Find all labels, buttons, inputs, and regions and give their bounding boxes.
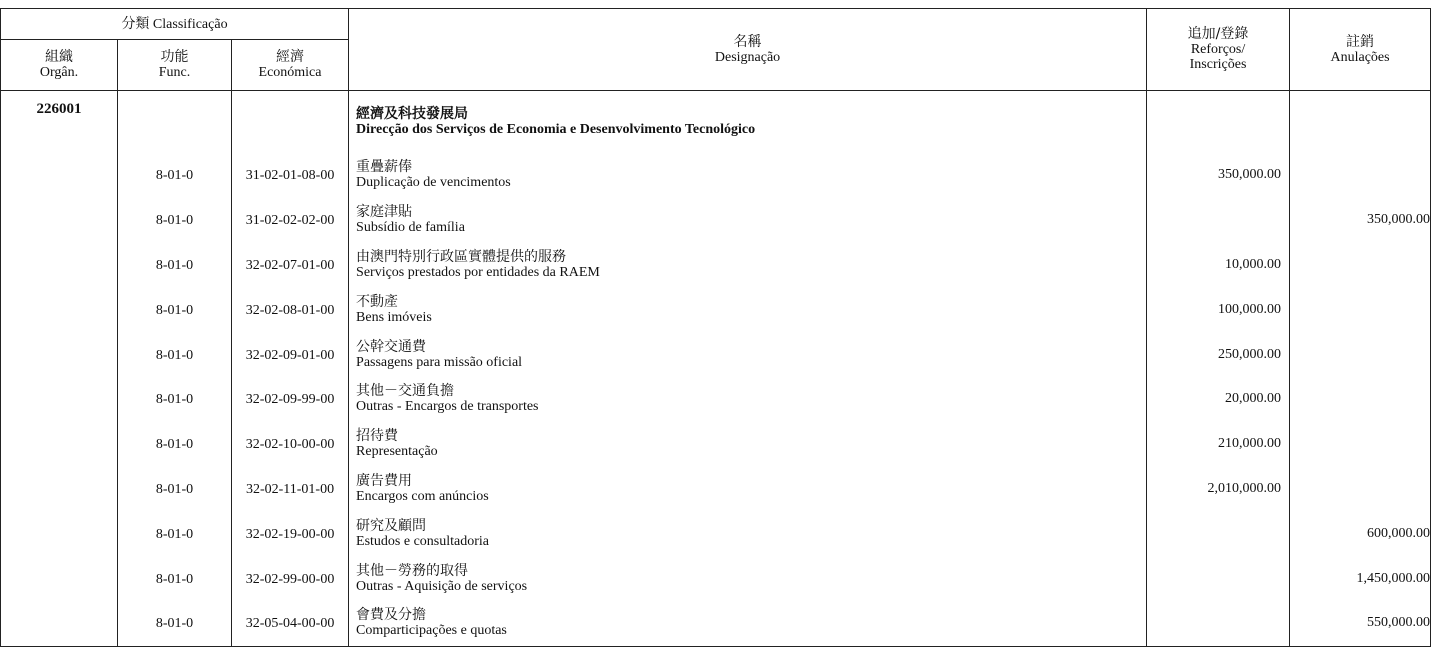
entity-org-code: 226001 [1, 91, 118, 154]
entity-econ-cell [232, 91, 349, 154]
reforco-amount: 10,000.00 [1147, 243, 1290, 288]
org-cell [1, 287, 118, 332]
designation-zh: 會費及分擔 [356, 607, 427, 624]
entity-reforco-cell [1147, 91, 1290, 154]
anulacao-amount: 600,000.00 [1290, 511, 1431, 556]
header-reforcos-pt2: Inscrições [1189, 57, 1247, 72]
econ-code [232, 556, 349, 601]
entity-name [349, 91, 1147, 154]
header-classification: 分類 Classificação [1, 9, 349, 40]
header-reforcos [1147, 9, 1290, 91]
header-funcional-zh: 功能 [160, 49, 189, 65]
table-row [1, 377, 1431, 422]
reforco-amount: 250,000.00 [1147, 332, 1290, 377]
table-row [1, 198, 1431, 243]
func-code-text: 8-01-0 [155, 571, 194, 587]
table-row [1, 467, 1431, 512]
org-cell [1, 198, 118, 243]
reforco-amount: 2,010,000.00 [1147, 467, 1290, 512]
reforco-amount: 100,000.00 [1147, 287, 1290, 332]
func-code-text: 8-01-0 [155, 257, 194, 273]
designation-pt: Outras - Aquisição de serviços [356, 578, 528, 594]
econ-code-text: 32-02-08-01-00 [245, 302, 335, 318]
designation-pt: Estudos e consultadoria [356, 533, 490, 549]
designation-pt: Serviços prestados por entidades da RAEM [356, 264, 600, 280]
func-code-text: 8-01-0 [155, 481, 194, 497]
anulacao-amount [1290, 467, 1431, 512]
org-cell [1, 422, 118, 467]
entity-name-zh: 經濟及科技發展局 [356, 106, 469, 122]
entity-row [1, 91, 1431, 154]
func-code [118, 153, 232, 198]
econ-code-text: 31-02-01-08-00 [245, 168, 335, 184]
designation-pt: Encargos com anúncios [356, 488, 489, 504]
reforco-amount [1147, 511, 1290, 556]
designation-zh: 其他－交通負擔 [356, 383, 455, 400]
header-funcional [118, 40, 232, 91]
econ-code [232, 332, 349, 377]
header-organica-pt: Orgân. [39, 65, 79, 80]
econ-code [232, 377, 349, 422]
table-row [1, 556, 1431, 601]
econ-code [232, 601, 349, 646]
org-cell [1, 377, 118, 422]
designation-zh: 不動產 [356, 293, 399, 310]
func-code [118, 198, 232, 243]
table-row [1, 601, 1431, 646]
func-code-text: 8-01-0 [155, 168, 194, 184]
header-economica-zh: 經濟 [276, 49, 305, 65]
table-row [1, 511, 1431, 556]
anulacao-amount [1290, 332, 1431, 377]
reforco-amount: 20,000.00 [1147, 377, 1290, 422]
table-row [1, 243, 1431, 288]
reforco-amount: 210,000.00 [1147, 422, 1290, 467]
func-code-text: 8-01-0 [155, 437, 194, 453]
org-cell [1, 601, 118, 646]
func-code-text: 8-01-0 [155, 347, 194, 363]
designation-pt: Duplicação de vencimentos [356, 175, 511, 191]
func-code-text: 8-01-0 [155, 616, 194, 632]
designation-zh: 由澳門特別行政區實體提供的服務 [356, 248, 567, 265]
econ-code-text: 32-02-09-99-00 [245, 392, 335, 408]
header-anulacoes [1290, 9, 1431, 91]
designation [349, 287, 1147, 332]
reforco-amount [1147, 556, 1290, 601]
designation-zh: 研究及顧問 [356, 517, 427, 534]
designation [349, 243, 1147, 288]
econ-code [232, 153, 349, 198]
header-reforcos-pt1: Reforços/ [1190, 42, 1246, 57]
header-designation [349, 9, 1147, 91]
func-code-text: 8-01-0 [155, 392, 194, 408]
anulacao-amount: 550,000.00 [1290, 601, 1431, 646]
func-code-text: 8-01-0 [155, 526, 194, 542]
func-code-text: 8-01-0 [155, 213, 194, 229]
org-cell [1, 153, 118, 198]
designation [349, 198, 1147, 243]
header-anulacoes-pt: Anulações [1330, 49, 1390, 65]
func-code [118, 601, 232, 646]
designation-pt: Representação [356, 444, 438, 460]
designation-zh: 招待費 [356, 428, 399, 445]
anulacao-amount [1290, 287, 1431, 332]
reforco-amount [1147, 601, 1290, 646]
func-code [118, 467, 232, 512]
econ-code [232, 511, 349, 556]
header-economica-pt: Económica [258, 65, 322, 80]
org-cell [1, 511, 118, 556]
org-cell [1, 556, 118, 601]
org-cell [1, 243, 118, 288]
reforco-amount [1147, 198, 1290, 243]
org-cell [1, 332, 118, 377]
header-funcional-pt: Func. [158, 65, 191, 80]
econ-code-text: 32-02-11-01-00 [245, 481, 335, 497]
header-anulacoes-zh: 註銷 [1346, 33, 1375, 50]
designation [349, 467, 1147, 512]
func-code [118, 556, 232, 601]
designation-pt: Outras - Encargos de transportes [356, 399, 539, 415]
designation [349, 511, 1147, 556]
anulacao-amount: 350,000.00 [1290, 198, 1431, 243]
anulacao-amount [1290, 243, 1431, 288]
econ-code [232, 422, 349, 467]
func-code [118, 422, 232, 467]
func-code-text: 8-01-0 [155, 302, 194, 318]
econ-code-text: 32-05-04-00-00 [245, 616, 335, 632]
entity-name-pt: Direcção dos Serviços de Economia e Desenvolvimento Tecnológico [356, 122, 756, 137]
anulacao-amount: 1,450,000.00 [1290, 556, 1431, 601]
header-reforcos-zh: 追加/登錄 [1187, 26, 1249, 42]
designation [349, 601, 1147, 646]
org-cell [1, 467, 118, 512]
func-code [118, 332, 232, 377]
econ-code-text: 31-02-02-02-00 [245, 213, 335, 229]
econ-code [232, 198, 349, 243]
econ-code [232, 287, 349, 332]
entity-anulacao-cell [1290, 91, 1431, 154]
econ-code-text: 32-02-09-01-00 [245, 347, 335, 363]
header-row-top [1, 9, 1431, 40]
anulacao-amount [1290, 377, 1431, 422]
table-row [1, 332, 1431, 377]
econ-code [232, 243, 349, 288]
designation-zh: 其他－勞務的取得 [356, 562, 469, 579]
econ-code-text: 32-02-07-01-00 [245, 257, 335, 273]
designation-zh: 廣告費用 [356, 472, 413, 489]
table-row [1, 287, 1431, 332]
designation-zh: 家庭津貼 [356, 204, 413, 221]
designation-pt: Bens imóveis [356, 309, 432, 325]
func-code [118, 511, 232, 556]
designation [349, 377, 1147, 422]
designation-zh: 重疊薪俸 [356, 159, 413, 176]
header-designation-zh: 名稱 [733, 33, 762, 50]
designation-pt: Passagens para missão oficial [356, 354, 523, 370]
designation [349, 556, 1147, 601]
econ-code-text: 32-02-10-00-00 [245, 437, 335, 453]
reforco-amount: 350,000.00 [1147, 153, 1290, 198]
designation-pt: Comparticipações e quotas [356, 623, 507, 639]
func-code [118, 377, 232, 422]
designation [349, 332, 1147, 377]
anulacao-amount [1290, 153, 1431, 198]
designation-pt: Subsídio de família [356, 220, 465, 236]
func-code [118, 243, 232, 288]
header-designation-pt: Designação [714, 49, 781, 65]
designation [349, 153, 1147, 198]
designation [349, 422, 1147, 467]
entity-func-cell [118, 91, 232, 154]
budget-table [0, 8, 1431, 647]
econ-code [232, 467, 349, 512]
table-row [1, 422, 1431, 467]
econ-code-text: 32-02-19-00-00 [245, 526, 335, 542]
designation-zh: 公幹交通費 [356, 338, 427, 355]
anulacao-amount [1290, 422, 1431, 467]
func-code [118, 287, 232, 332]
header-economica [232, 40, 349, 91]
header-organica [1, 40, 118, 91]
header-organica-zh: 組織 [45, 49, 73, 65]
econ-code-text: 32-02-99-00-00 [245, 571, 335, 587]
table-row [1, 153, 1431, 198]
